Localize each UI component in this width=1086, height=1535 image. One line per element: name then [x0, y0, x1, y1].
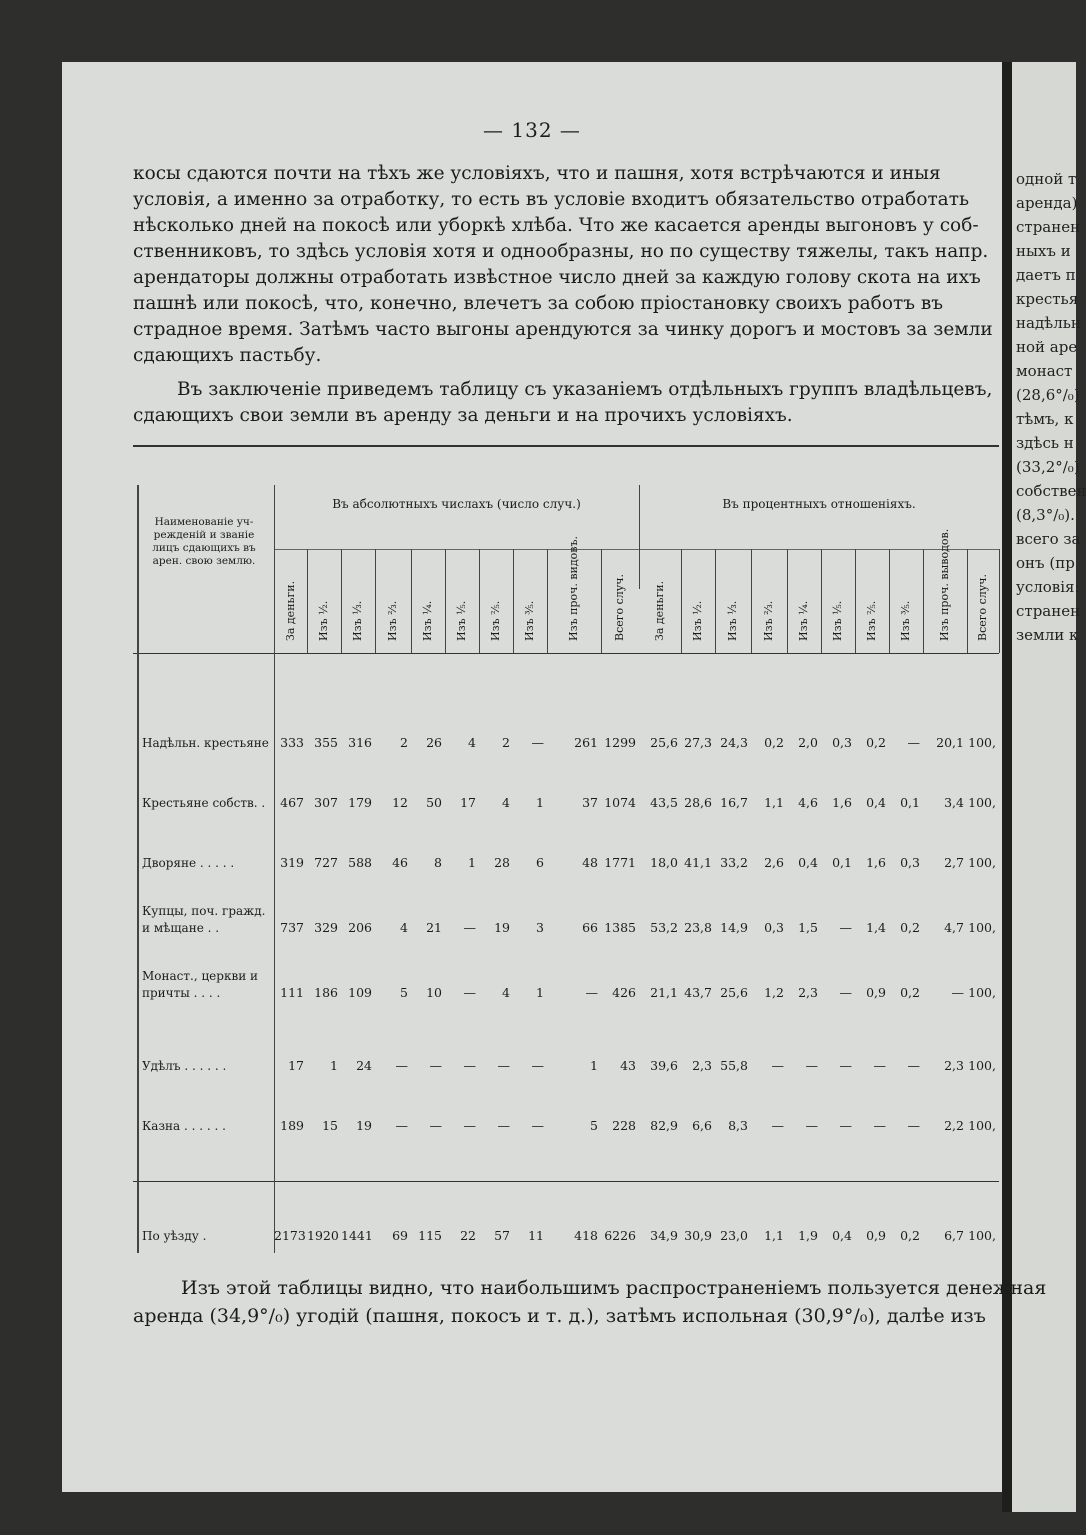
- abs-cell: 307: [314, 795, 338, 810]
- pct-column-header: Изъ ⅓.: [726, 600, 739, 641]
- pct-cell: 0,1: [900, 795, 920, 810]
- next-page-text-fragment: (8,3°/₀).: [1016, 506, 1075, 524]
- abs-cell: 737: [280, 920, 304, 935]
- pct-cell: —: [771, 1058, 784, 1073]
- next-page-text-fragment: одной т: [1016, 170, 1077, 188]
- pct-cell: —: [873, 1058, 886, 1073]
- abs-cell: 1074: [604, 795, 636, 810]
- abs-cell: 66: [582, 920, 598, 935]
- text-line: условія, а именно за отработку, то есть въ условіе входитъ обязательство отработать: [133, 189, 970, 210]
- abs-column-header: Изъ ⅗.: [523, 600, 536, 641]
- abs-cell: 179: [348, 795, 372, 810]
- abs-column-header: Изъ ⅔.: [386, 600, 399, 641]
- abs-cell: —: [429, 1118, 442, 1133]
- pct-cell: 0,2: [866, 735, 886, 750]
- bottom-paragraph: [133, 1274, 1047, 1330]
- pct-cell: 1,1: [764, 1228, 784, 1243]
- pct-cell: 21,1: [650, 985, 678, 1000]
- abs-cell: 69: [392, 1228, 408, 1243]
- next-page-text-fragment: онъ (пр: [1016, 554, 1075, 572]
- pct-cell: —: [907, 1118, 920, 1133]
- next-page-text-fragment: странен: [1016, 602, 1081, 620]
- next-page-text-fragment: всего за: [1016, 530, 1081, 548]
- pct-column-header: За деньги.: [653, 580, 666, 641]
- pct-column-header: Изъ ⅕.: [831, 600, 844, 641]
- abs-cell: 2: [502, 735, 510, 750]
- abs-cell: 43: [620, 1058, 636, 1073]
- abs-cell: —: [531, 1118, 544, 1133]
- pct-cell: 43,7: [684, 985, 712, 1000]
- pct-cell: 0,3: [832, 735, 852, 750]
- row-label-line: По уѣзду .: [142, 1229, 207, 1243]
- row-label: [142, 735, 270, 752]
- pct-cell: 100,: [968, 855, 996, 870]
- pct-cell: 0,9: [866, 1228, 886, 1243]
- pct-cell: —: [805, 1058, 818, 1073]
- pct-cell: 55,8: [720, 1058, 748, 1073]
- top-paragraph: [133, 161, 999, 369]
- pct-column-header: Изъ проч. выводов.: [938, 528, 951, 641]
- abs-cell: 4: [400, 920, 408, 935]
- abs-cell: —: [585, 985, 598, 1000]
- next-page-text-fragment: здѣсь н: [1016, 434, 1074, 452]
- abs-cell: 22: [460, 1228, 476, 1243]
- pct-cell: 30,9: [684, 1228, 712, 1243]
- column-rule: [411, 549, 412, 653]
- text-line: нѣсколько дней на покосѣ или уборкѣ хлѣба. Что же касается аренды выгоновъ у соб-: [133, 215, 979, 236]
- pct-cell: 2,3: [798, 985, 818, 1000]
- abs-cell: 329: [314, 920, 338, 935]
- abs-cell: 189: [280, 1118, 304, 1133]
- abs-cell: 19: [356, 1118, 372, 1133]
- name-column-header: Наименованіе уч-реждeній и званіе лицъ сдающихъ въ арен. свою землю.: [152, 516, 256, 567]
- text-line: Изъ этой таблицы видно, что наибольшимъ распространеніемъ пользуется денежная: [181, 1277, 1047, 1299]
- text-line: ственниковъ, то здѣсь условія хотя и однообразны, но по существу тяжелы, такъ напр.: [133, 241, 989, 262]
- abs-cell: —: [395, 1058, 408, 1073]
- pct-cell: —: [839, 1118, 852, 1133]
- abs-cell: —: [497, 1058, 510, 1073]
- abs-cell: 467: [280, 795, 304, 810]
- abs-cell: 10: [426, 985, 442, 1000]
- pct-cell: 20,1: [936, 735, 964, 750]
- pct-cell: —: [907, 1058, 920, 1073]
- abs-cell: 355: [314, 735, 338, 750]
- abs-cell: 319: [280, 855, 304, 870]
- row-label: [142, 1118, 270, 1135]
- pct-cell: 0,4: [832, 1228, 852, 1243]
- abs-cell: 228: [612, 1118, 636, 1133]
- column-rule: [751, 549, 752, 653]
- abs-cell: 426: [612, 985, 636, 1000]
- abs-cell: 2: [400, 735, 408, 750]
- abs-cell: 8: [434, 855, 442, 870]
- intro-paragraph: [133, 377, 999, 429]
- abs-column-header: Всего случ.: [613, 573, 626, 641]
- column-rule: [601, 549, 602, 653]
- abs-group-rule: [274, 549, 639, 550]
- abs-column-header: Изъ ⅖.: [489, 600, 502, 641]
- abs-cell: 1299: [604, 735, 636, 750]
- pct-cell: 0,2: [900, 1228, 920, 1243]
- pct-column-header: Всего случ.: [976, 573, 989, 641]
- abs-cell: 4: [468, 735, 476, 750]
- row-label-line: Крестьяне собств. .: [142, 796, 266, 810]
- pct-cell: 0,4: [866, 795, 886, 810]
- abs-cell: 17: [460, 795, 476, 810]
- pct-cell: 6,7: [944, 1228, 964, 1243]
- abs-cell: 50: [426, 795, 442, 810]
- abs-group-header: Въ абсолютныхъ числахъ (число случ.): [332, 497, 581, 511]
- abs-cell: 1: [590, 1058, 598, 1073]
- pct-cell: 14,9: [720, 920, 748, 935]
- abs-cell: 4: [502, 985, 510, 1000]
- next-page-text-fragment: крестья: [1016, 290, 1079, 308]
- abs-cell: 26: [426, 735, 442, 750]
- pct-cell: 100,: [968, 1058, 996, 1073]
- abs-cell: 15: [322, 1118, 338, 1133]
- abs-cell: 37: [582, 795, 598, 810]
- pct-cell: 3,4: [944, 795, 964, 810]
- row-label: [142, 903, 270, 937]
- column-rule: [479, 549, 480, 653]
- pct-cell: 1,6: [866, 855, 886, 870]
- column-rule: [855, 549, 856, 653]
- next-page-text-fragment: странен: [1016, 218, 1081, 236]
- abs-cell: 3: [536, 920, 544, 935]
- abs-cell: 1: [536, 985, 544, 1000]
- next-page-text-fragment: ной аре: [1016, 338, 1078, 356]
- column-rule: [967, 549, 968, 653]
- pct-cell: 100,: [968, 1228, 996, 1243]
- next-page-text-fragment: условія:: [1016, 578, 1080, 596]
- column-rule: [445, 549, 446, 653]
- pct-cell: 2,7: [944, 855, 964, 870]
- column-rule: [681, 549, 682, 653]
- pct-cell: 2,3: [944, 1058, 964, 1073]
- page-number: — 132 —: [483, 118, 581, 142]
- row-label-line: и мѣщане . .: [142, 921, 220, 935]
- abs-cell: 24: [356, 1058, 372, 1073]
- pct-cell: 100,: [968, 920, 996, 935]
- pct-group-header: Въ процентныхъ отношеніяхъ.: [722, 497, 916, 511]
- row-label-line: Удѣлъ . . . . . .: [142, 1059, 227, 1073]
- pct-column-header: Изъ ⅔.: [762, 600, 775, 641]
- pct-cell: 0,2: [900, 920, 920, 935]
- abs-cell: 6: [536, 855, 544, 870]
- row-label-line: Дворяне . . . . .: [142, 856, 235, 870]
- pct-cell: 25,6: [650, 735, 678, 750]
- pct-cell: —: [873, 1118, 886, 1133]
- abs-cell: 111: [280, 985, 304, 1000]
- pct-cell: —: [839, 1058, 852, 1073]
- text-line: косы сдаются почти на тѣхъ же условіяхъ, что и пашня, хотя встрѣчаются и иныя: [133, 163, 941, 184]
- row-label-line: причты . . . .: [142, 986, 221, 1000]
- column-rule: [889, 549, 890, 653]
- text-line: страдное время. Затѣмъ часто выгоны арендуются за чинку дорогъ и мостовъ за земли: [133, 319, 993, 340]
- row-label: [142, 1058, 270, 1075]
- pct-cell: 1,5: [798, 920, 818, 935]
- row-label-line: Купцы, поч. гражд.: [142, 904, 266, 918]
- pct-column-header: Изъ ½.: [691, 600, 704, 641]
- column-rule: [787, 549, 788, 653]
- abs-cell: 1441: [341, 1228, 373, 1243]
- pct-cell: 2,3: [692, 1058, 712, 1073]
- pct-cell: 1,9: [798, 1228, 818, 1243]
- pct-cell: 0,2: [764, 735, 784, 750]
- abs-cell: 1: [468, 855, 476, 870]
- pct-cell: 100,: [968, 795, 996, 810]
- column-rule: [307, 549, 308, 653]
- abs-column-header: Изъ проч. видовъ.: [567, 536, 580, 641]
- row-label-line: Монаст., церкви и: [142, 969, 259, 983]
- pct-column-header: Изъ ¼.: [797, 600, 810, 641]
- pct-cell: 100,: [968, 1118, 996, 1133]
- abs-cell: 418: [574, 1228, 598, 1243]
- pct-cell: 100,: [968, 735, 996, 750]
- abs-cell: 1385: [604, 920, 636, 935]
- column-rule: [821, 549, 822, 653]
- column-rule: [513, 549, 514, 653]
- pct-cell: 43,5: [650, 795, 678, 810]
- next-page-text-fragment: ныхъ и: [1016, 242, 1071, 260]
- pct-cell: —: [907, 735, 920, 750]
- abs-cell: 1771: [604, 855, 636, 870]
- next-page-text-fragment: монаст: [1016, 362, 1073, 380]
- abs-cell: 11: [528, 1228, 544, 1243]
- abs-cell: 2173: [274, 1228, 306, 1243]
- abs-cell: 115: [418, 1228, 442, 1243]
- abs-cell: 57: [494, 1228, 510, 1243]
- next-page-text-fragment: тѣмъ, к: [1016, 410, 1074, 428]
- pct-cell: 18,0: [650, 855, 678, 870]
- abs-cell: 17: [288, 1058, 304, 1073]
- abs-column-header: Изъ ¼.: [421, 600, 434, 641]
- abs-cell: 186: [314, 985, 338, 1000]
- pct-column-header: Изъ ⅗.: [899, 600, 912, 641]
- pct-cell: 2,2: [944, 1118, 964, 1133]
- pct-cell: 23,0: [720, 1228, 748, 1243]
- abs-column-header: Изъ ⅕.: [455, 600, 468, 641]
- abs-column-header: За деньги.: [283, 580, 297, 641]
- next-page-text-fragment: надѣльн: [1016, 314, 1081, 332]
- next-page-text-fragment: даетъ п: [1016, 266, 1076, 284]
- pct-cell: 1,2: [764, 985, 784, 1000]
- abs-cell: —: [531, 735, 544, 750]
- abs-cell: 48: [582, 855, 598, 870]
- text-line: аренда (34,9°/₀) угодій (пашня, покосъ и т. д.), затѣмъ испольная (30,9°/₀), далѣе изъ: [133, 1305, 986, 1327]
- pct-cell: 0,1: [832, 855, 852, 870]
- next-page-text-fragment: земли к: [1016, 626, 1079, 644]
- column-rule: [999, 549, 1000, 653]
- text-line: сдающихъ пастьбу.: [133, 345, 322, 366]
- text-line: арендаторы должны отработать извѣстное число дней за каждую голову скота на ихъ: [133, 267, 981, 288]
- abs-cell: —: [395, 1118, 408, 1133]
- pct-cell: 0,3: [764, 920, 784, 935]
- column-rule: [715, 549, 716, 653]
- abs-cell: 333: [280, 735, 304, 750]
- row-label-line: Казна . . . . . .: [142, 1119, 226, 1133]
- text-line: пашнѣ или покосѣ, что, конечно, влечетъ за собою пріостановку своихъ работъ въ: [133, 293, 944, 314]
- table-top-rule: [133, 445, 999, 447]
- pct-cell: —: [805, 1118, 818, 1133]
- pct-cell: 0,3: [900, 855, 920, 870]
- pct-cell: 34,9: [650, 1228, 678, 1243]
- pct-cell: 2,0: [798, 735, 818, 750]
- pct-cell: 53,2: [650, 920, 678, 935]
- abs-column-header: Изъ ⅓.: [351, 600, 364, 641]
- abs-cell: 1: [536, 795, 544, 810]
- abs-cell: 5: [400, 985, 408, 1000]
- abs-cell: —: [463, 985, 476, 1000]
- row-label-line: Надѣльн. крестьяне: [142, 736, 269, 750]
- column-rule: [923, 549, 924, 653]
- abs-cell: —: [429, 1058, 442, 1073]
- next-page-text-fragment: (28,6°/₀): [1016, 386, 1080, 404]
- pct-cell: 24,3: [720, 735, 748, 750]
- pct-cell: 0,9: [866, 985, 886, 1000]
- abs-cell: 4: [502, 795, 510, 810]
- pct-cell: 0,4: [798, 855, 818, 870]
- pct-cell: 6,6: [692, 1118, 712, 1133]
- pct-cell: 25,6: [720, 985, 748, 1000]
- pct-cell: 16,7: [720, 795, 748, 810]
- abs-cell: 28: [494, 855, 510, 870]
- pct-cell: —: [839, 920, 852, 935]
- pct-cell: 33,2: [720, 855, 748, 870]
- pct-cell: 0,2: [900, 985, 920, 1000]
- abs-cell: —: [463, 920, 476, 935]
- row-label: [142, 795, 270, 812]
- pct-column-header: Изъ ⅖.: [865, 600, 878, 641]
- abs-cell: 1920: [307, 1228, 339, 1243]
- abs-cell: —: [463, 1058, 476, 1073]
- abs-cell: 206: [348, 920, 372, 935]
- pct-cell: —: [771, 1118, 784, 1133]
- pct-cell: 100,: [968, 985, 996, 1000]
- abs-cell: 46: [392, 855, 408, 870]
- pct-cell: 39,6: [650, 1058, 678, 1073]
- next-page-text-fragment: аренда): [1016, 194, 1078, 212]
- next-page-text-fragment: (33,2°/₀): [1016, 458, 1080, 476]
- pct-cell: 1,4: [866, 920, 886, 935]
- table-header-rule: [133, 653, 999, 654]
- abs-cell: 6226: [604, 1228, 636, 1243]
- abs-cell: 588: [348, 855, 372, 870]
- abs-cell: 109: [348, 985, 372, 1000]
- pct-cell: —: [951, 985, 964, 1000]
- abs-column-header: Изъ ½.: [317, 600, 330, 641]
- table-left-rule: [137, 485, 139, 1253]
- pct-cell: 23,8: [684, 920, 712, 935]
- row-label: [142, 1228, 270, 1245]
- pct-cell: 1,1: [764, 795, 784, 810]
- abs-cell: 21: [426, 920, 442, 935]
- pct-cell: 41,1: [684, 855, 712, 870]
- pct-cell: 2,6: [764, 855, 784, 870]
- row-label: [142, 968, 270, 1002]
- abs-cell: 727: [314, 855, 338, 870]
- text-line: Въ заключеніе приведемъ таблицу съ указаніемъ отдѣльныхъ группъ владѣльцевъ,: [177, 379, 993, 400]
- pct-cell: 28,6: [684, 795, 712, 810]
- abs-cell: 316: [348, 735, 372, 750]
- statistics-table: [133, 445, 999, 1253]
- abs-cell: 5: [590, 1118, 598, 1133]
- abs-cell: —: [463, 1118, 476, 1133]
- abs-cell: 12: [392, 795, 408, 810]
- pct-cell: 4,6: [798, 795, 818, 810]
- pct-cell: —: [839, 985, 852, 1000]
- column-rule: [341, 549, 342, 653]
- pct-cell: 82,9: [650, 1118, 678, 1133]
- pct-cell: 27,3: [684, 735, 712, 750]
- pct-cell: 8,3: [728, 1118, 748, 1133]
- abs-cell: 1: [330, 1058, 338, 1073]
- abs-cell: —: [531, 1058, 544, 1073]
- pct-cell: 1,6: [832, 795, 852, 810]
- abs-cell: 19: [494, 920, 510, 935]
- row-label: [142, 855, 270, 872]
- next-page-text-fragment: собствен: [1016, 482, 1086, 500]
- abs-cell: 261: [574, 735, 598, 750]
- column-rule: [375, 549, 376, 653]
- table-total-rule: [133, 1181, 999, 1182]
- pct-cell: 4,7: [944, 920, 964, 935]
- abs-cell: —: [497, 1118, 510, 1133]
- column-rule: [547, 549, 548, 653]
- text-line: сдающихъ свои земли въ аренду за деньги и на прочихъ условіяхъ.: [133, 405, 793, 426]
